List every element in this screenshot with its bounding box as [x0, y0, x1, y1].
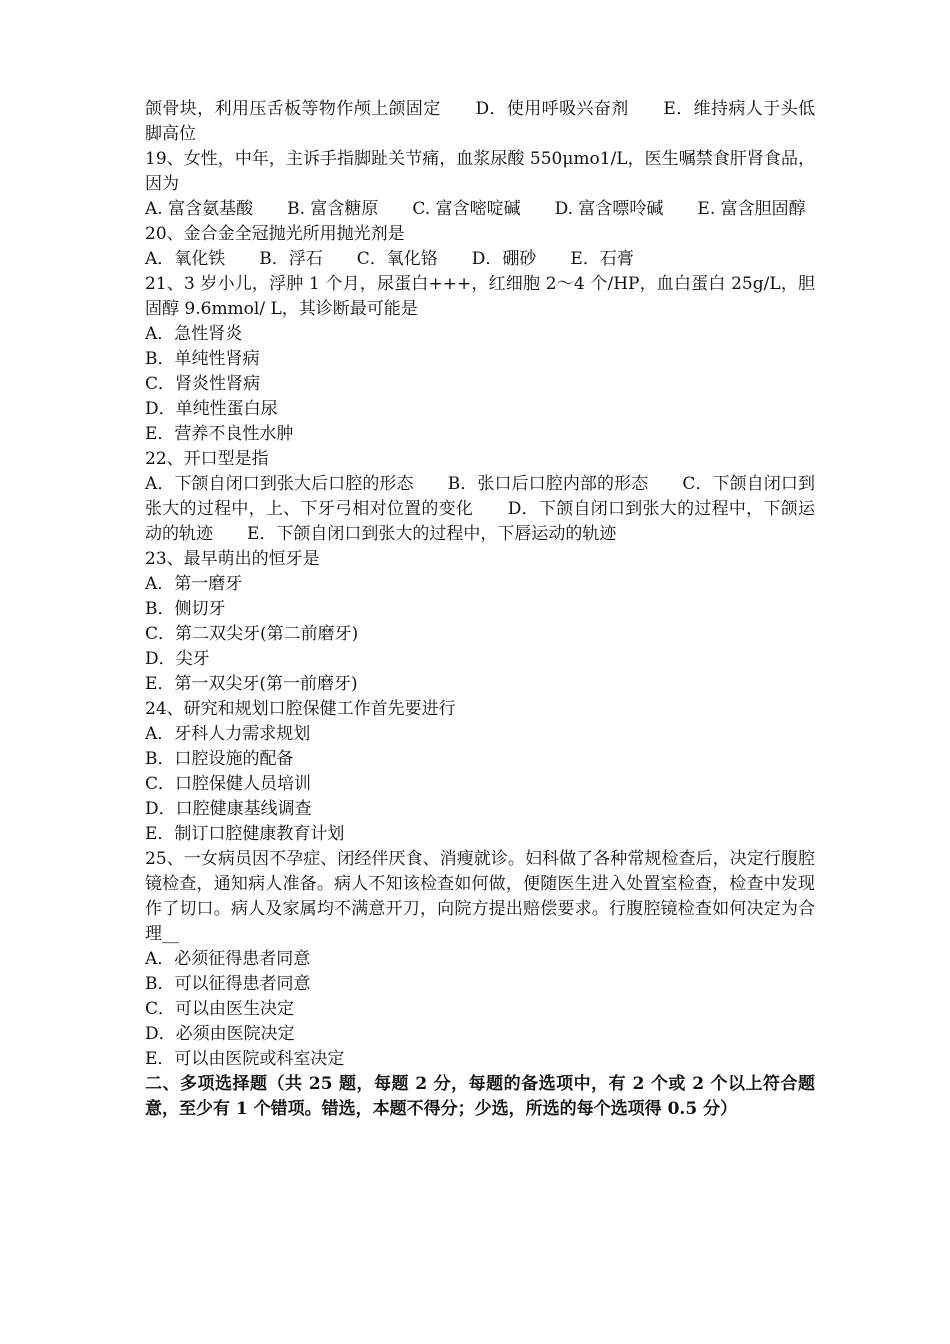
q24-stem: 24、研究和规划口腔保健工作首先要进行 — [145, 699, 456, 719]
q23-stem: 23、最早萌出的恒牙是 — [145, 549, 320, 569]
q18-tail-text: 颌骨块，利用压舌板等物作颅上颌固定 D．使用呼吸兴奋剂 E．维持病人于头低脚高位 — [145, 99, 815, 144]
q25-option-b: B．可以征得患者同意 — [145, 974, 311, 994]
q24-option-a: A．牙科人力需求规划 — [145, 724, 311, 744]
q21-option-e: E．营养不良性水肿 — [145, 424, 294, 444]
q21-option-b: B．单纯性肾病 — [145, 349, 260, 369]
q21-option-d: D．单纯性蛋白尿 — [145, 399, 278, 419]
q25-option-d: D．必须由医院决定 — [145, 1024, 295, 1044]
q22-stem: 22、开口型是指 — [145, 449, 269, 469]
q19-stem: 19、女性，中年，主诉手指脚趾关节痛，血浆尿酸 550μmo1/L，医生嘱禁食肝肾食品，因为 — [145, 149, 815, 194]
q23-option-c: C．第二双尖牙(第二前磨牙) — [145, 624, 359, 644]
section-2-heading: 二、多项选择题（共 25 题，每题 2 分，每题的备选项中，有 2 个或 2 个以上符合题意，至少有 1 个错项。错选，本题不得分；少选，所选的每个选项得 0.5 分） — [145, 1074, 815, 1119]
q25-option-e: E．可以由医院或科室决定 — [145, 1049, 345, 1069]
document-body — [145, 97, 815, 1122]
q24-option-b: B．口腔设施的配备 — [145, 749, 294, 769]
q20-stem: 20、金合金全冠抛光所用抛光剂是 — [145, 224, 405, 244]
q24-option-c: C．口腔保健人员培训 — [145, 774, 312, 794]
q23-option-d: D．尖牙 — [145, 649, 210, 669]
q22-options: A．下颌自闭口到张大后口腔的形态 B．张口后口腔内部的形态 C．下颌自闭口到张大的过程中，上、下牙弓相对位置的变化 D．下颌自闭口到张大的过程中，下颌运动的轨迹 E．下颌自闭口到张大的过程中，下唇运动的轨迹 — [145, 474, 815, 544]
q23-option-a: A．第一磨牙 — [145, 574, 243, 594]
q25-option-a: A．必须征得患者同意 — [145, 949, 311, 969]
q19-options: A. 富含氨基酸 B. 富含糖原 C. 富含嘧啶碱 D. 富含嘌呤碱 E. 富含胆固醇 — [145, 199, 806, 219]
q23-option-b: B．侧切牙 — [145, 599, 226, 619]
q23-option-e: E．第一双尖牙(第一前磨牙) — [145, 674, 358, 694]
q25-option-c: C．可以由医生决定 — [145, 999, 295, 1019]
q20-options: A．氧化铁 B．浮石 C．氧化铬 D．硼砂 E．石膏 — [145, 249, 634, 269]
q24-option-e: E．制订口腔健康教育计划 — [145, 824, 345, 844]
q24-option-d: D．口腔健康基线调查 — [145, 799, 312, 819]
q21-stem: 21、3 岁小儿，浮肿 1 个月，尿蛋白+++，红细胞 2～4 个/HP，血白蛋白 25g/L，胆固醇 9.6mmol/ L，其诊断最可能是 — [145, 274, 815, 319]
q25-stem: 25、一女病员因不孕症、闭经伴厌食、消瘦就诊。妇科做了各种常规检查后，决定行腹腔镜检查，通知病人准备。病人不知该检查如何做，便随医生进入处置室检查，检查中发现作了切口。病人及家属均不满意开刀，向院方提出赔偿要求。行腹腔镜检查如何决定为合理__ — [145, 849, 815, 944]
q21-option-a: A．急性肾炎 — [145, 324, 243, 344]
q21-option-c: C．肾炎性肾病 — [145, 374, 261, 394]
